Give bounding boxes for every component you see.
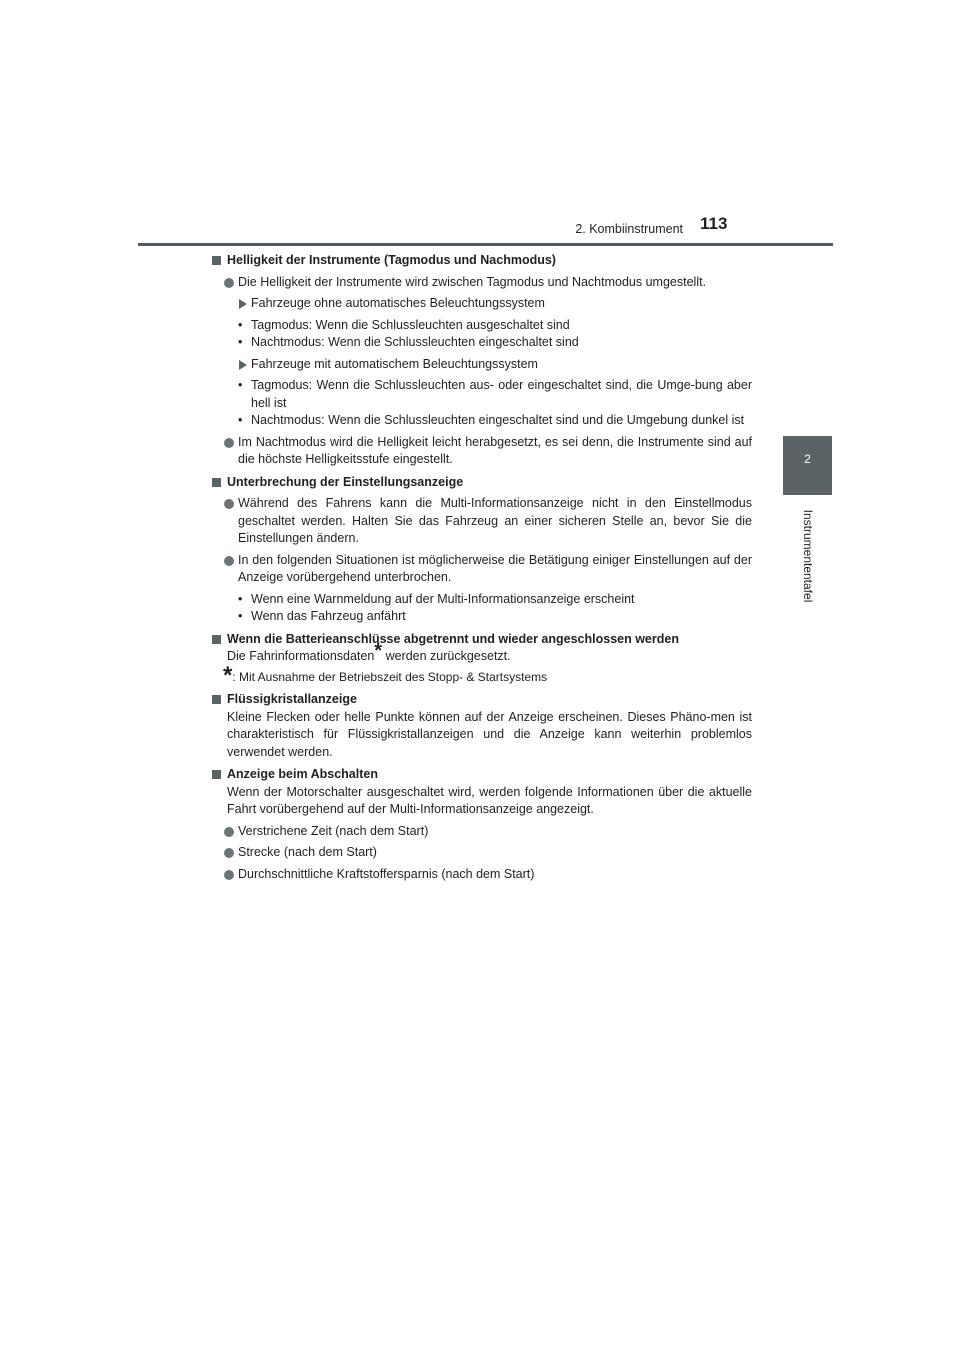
arrow-right-icon [239,360,247,370]
square-bullet-icon [212,256,221,265]
page-content [211,252,752,883]
section-heading: Helligkeit der Instrumente (Tagmodus und Nachmodus) [211,252,752,270]
round-bullet-icon [224,848,234,858]
bullet-list [211,317,752,352]
vehicle-variant-label: Fahrzeuge ohne automatisches Beleuchtungssystem [211,295,752,313]
list-item: Strecke (nach dem Start) [211,844,752,862]
arrow-right-icon [239,299,247,309]
square-bullet-icon [212,478,221,487]
list-item: Durchschnittliche Kraftstoffersparnis (nach dem Start) [211,866,752,884]
section-heading: Flüssigkristallanzeige [211,691,752,709]
chapter-tab-number: 2 [804,452,811,466]
list-item: • Nachtmodus: Wenn die Schlussleuchten eingeschaltet sind und die Umgebung dunkel ist [211,412,752,430]
bullet-icon: • [238,317,243,332]
chapter-tab-label: Instrumententafel [801,509,815,603]
list-item: Die Helligkeit der Instrumente wird zwischen Tagmodus und Nachtmodus umgestellt. [211,274,752,292]
footnote-marker: * [223,661,233,689]
square-bullet-icon [212,635,221,644]
round-bullet-icon [224,278,234,288]
round-bullet-icon [224,556,234,566]
page-number: 113 [700,214,728,233]
list-item: • Wenn eine Warnmeldung auf der Multi-Informationsanzeige erscheint [211,591,752,609]
list-item: • Wenn das Fahrzeug anfährt [211,608,752,626]
section-title: 2. Kombiinstrument [575,222,683,236]
bullet-icon: • [238,335,243,349]
chapter-tab [783,436,832,495]
bullet-icon: • [238,609,243,623]
section-heading: Wenn die Batterieanschlüsse abgetrennt und wieder angeschlossen werden [211,631,752,649]
bullet-icon: • [238,413,243,427]
footnote-marker: * [374,640,383,662]
footnote: *: Mit Ausnahme der Betriebszeit des Stopp- & Startsystems [223,661,548,689]
section-heading: Unterbrechung der Einstellungsanzeige [211,474,752,492]
list-item: • Tagmodus: Wenn die Schlussleuchten ausgeschaltet sind [211,317,752,335]
round-bullet-icon [224,499,234,509]
round-bullet-icon [224,870,234,880]
list-item: Verstrichene Zeit (nach dem Start) [211,823,752,841]
header-divider [138,243,833,246]
list-item: Während des Fahrens kann die Multi-Informationsanzeige nicht in den Einstellmodus geschaltet werden. Halten Sie das Fahrzeug an einer sicheren Stelle an, bevor Sie die Einstellungen ändern. [211,495,752,548]
vehicle-variant-label: Fahrzeuge mit automatischem Beleuchtungssystem [211,356,752,374]
list-item: In den folgenden Situationen ist möglicherweise die Betätigung einiger Einstellungen auf der Anzeige vorübergehend unterbrochen. [211,552,752,587]
section-heading: Anzeige beim Abschalten [211,766,752,784]
body-paragraph: Kleine Flecken oder helle Punkte können auf der Anzeige erscheinen. Dieses Phäno-men ist charakteristisch für Flüssigkristallanzeigen und die Anzeige kann weiterhin problemlos verwendet werden. [227,709,752,759]
body-paragraph: Wenn der Motorschalter ausgeschaltet wird, werden folgende Informationen über die aktuelle Fahrt vorübergehend auf der Multi-Informationsanzeige angezeigt. [227,784,752,816]
list-item: Im Nachtmodus wird die Helligkeit leicht herabgesetzt, es sei denn, die Instrumente sind auf die höchste Helligkeitsstufe eingestellt. [211,434,752,469]
square-bullet-icon [212,695,221,704]
round-bullet-icon [224,827,234,837]
list-item: • Tagmodus: Wenn die Schlussleuchten aus- oder eingeschaltet sind, die Umge-bung aber hell ist [238,378,752,410]
body-paragraph: Die Fahrinformationsdaten* werden zurückgesetzt. [227,640,511,663]
bullet-list [211,377,752,430]
bullet-icon: • [238,378,243,392]
round-bullet-icon [224,438,234,448]
bullet-list [211,591,752,626]
square-bullet-icon [212,770,221,779]
list-item: • Nachtmodus: Wenn die Schlussleuchten eingeschaltet sind [211,334,752,352]
bullet-icon: • [238,591,243,606]
